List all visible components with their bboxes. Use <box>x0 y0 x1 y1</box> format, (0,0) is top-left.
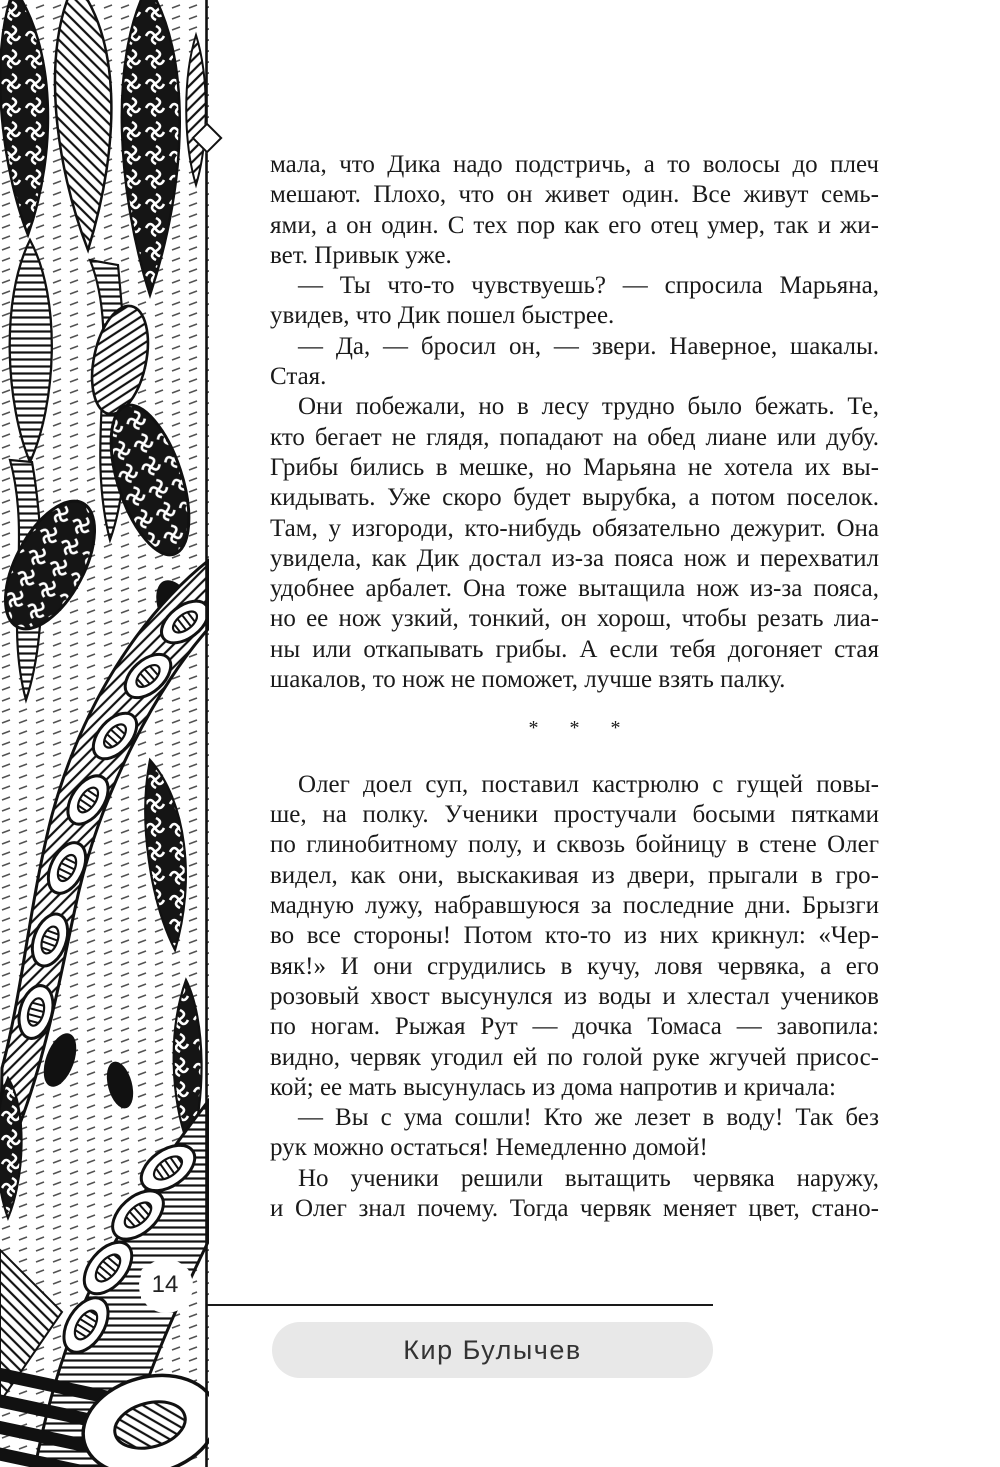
text-line: удобнее арбалет. Она тоже вытащила нож из-за пояса, <box>270 575 879 603</box>
text-line: видел, как они, выскакивая из двери, прыгали в гро- <box>270 861 879 889</box>
text-line: и Олег знал почему. Тогда червяк меняет цвет, стано- <box>270 1195 879 1222</box>
text-line: ше, на полку. Ученики простучали босыми пятками <box>270 801 879 829</box>
text-line: Они побежали, но в лесу трудно было бежать. Те, <box>298 393 879 421</box>
footer-divider <box>207 1304 713 1306</box>
page-number: 14 <box>141 1268 189 1302</box>
text-line: по глинобитному полу, и сквозь бойницу в стене Олег <box>270 831 879 859</box>
author-name-label: Кир Булычев <box>403 1334 582 1365</box>
text-line: увидела, как Дик достал из-за пояса нож и перехватил <box>270 544 879 572</box>
text-line: кой; ее мать высунулась из дома напротив и кричала: <box>270 1073 836 1101</box>
text-line: Там, у изгороди, кто-нибудь обязательно дежурит. Она <box>270 514 879 542</box>
text-line: Грибы бились в мешке, но Марьяна не хотела их вы- <box>270 453 879 481</box>
text-line: кто бегает не глядя, попадают на обед лиане или дубу. <box>270 423 879 451</box>
text-line: розовый хвост высунулся из воды и хлестал учеников <box>270 982 879 1010</box>
left-margin-illustration <box>0 0 209 1467</box>
text-line: — Ты что-то чувствуешь? — спросила Марьяна, <box>298 272 879 300</box>
page-text-column <box>270 150 879 1224</box>
author-footer-button[interactable] <box>272 1322 713 1378</box>
text-line: ны или откапывать грибы. А если тебя догоняет стая <box>270 635 879 663</box>
text-line: увидев, что Дик пошел быстрее. <box>270 302 615 330</box>
text-line: по ногам. Рыжая Рут — дочка Томаса — завопила: <box>270 1013 879 1041</box>
text-line: Олег доел суп, поставил кастрюлю с гущей повы- <box>298 770 879 798</box>
text-line: шакалов, то нож не поможет, лучше взять палку. <box>270 666 786 694</box>
text-line: Стая. <box>270 363 327 391</box>
text-line: во все стороны! Потом кто-то из них крикнул: «Чер- <box>270 922 879 950</box>
section-separator: * * * <box>528 717 634 740</box>
text-line: ями, а он один. С тех пор как его отец умер, так и жи- <box>270 211 879 239</box>
text-line: рук можно остаться! Немедленно домой! <box>270 1134 708 1162</box>
text-line: мадную лужу, набравшуюся за последние дни. Брызги <box>270 892 879 920</box>
text-line: мала, что Дика надо подстричь, а то волосы до плеч <box>270 151 879 178</box>
text-line: вет. Привык уже. <box>270 241 452 269</box>
text-line: мешают. Плохо, что он живет один. Все живут семь- <box>270 181 879 209</box>
text-line: но ее нож узкий, тонкий, он хорош, чтобы резать лиа- <box>270 605 879 633</box>
text-line: Но ученики решили вытащить червяка наружу, <box>298 1164 879 1192</box>
text-line: вяк!» И они сгрудились в кучу, ловя червяка, а его <box>270 952 879 980</box>
text-line: — Вы с ума сошли! Кто же лезет в воду! Так без <box>298 1104 879 1132</box>
text-line: кидывать. Уже скоро будет вырубка, а потом поселок. <box>270 484 879 512</box>
text-line: — Да, — бросил он, — звери. Наверное, шакалы. <box>298 332 879 360</box>
text-line: видно, червяк угодил ей по голой руке жгучей присос- <box>270 1043 879 1071</box>
